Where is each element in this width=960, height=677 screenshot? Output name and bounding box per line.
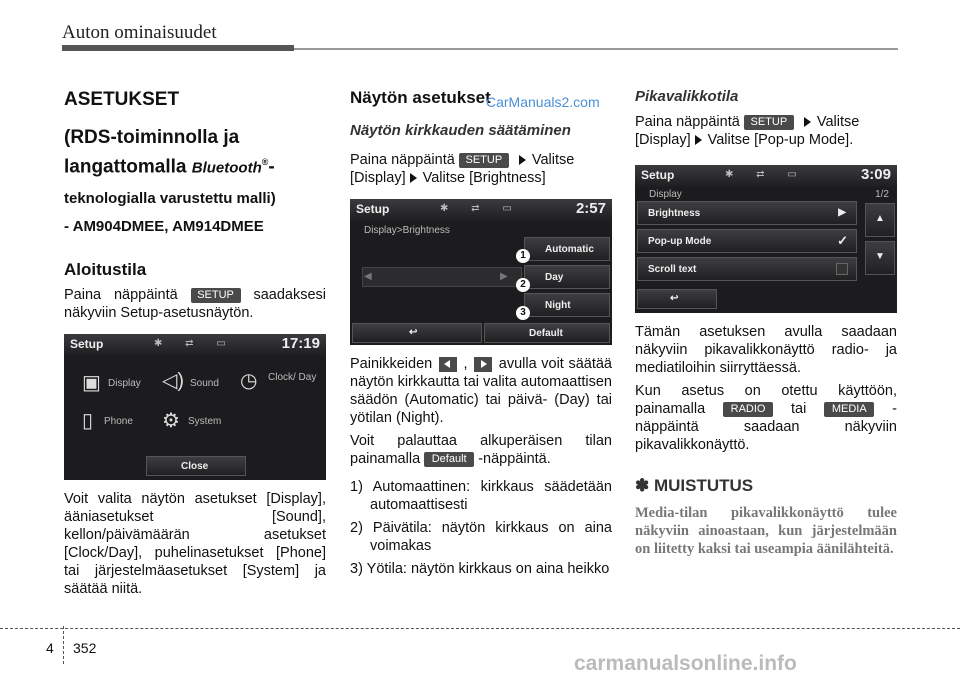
- menu-system: System: [188, 416, 222, 428]
- subtitle-line3: teknologialla varustettu malli): [64, 190, 276, 208]
- screen-time: 3:09: [860, 166, 891, 183]
- arrow-right-icon: [410, 173, 417, 183]
- popup-desc: Tämän asetuksen avulla saadaan näkyviin pikavalikkonäyttö radio- ja mediatiloihin siirryttäessä.: [635, 324, 897, 376]
- automatic-button[interactable]: Automatic: [524, 237, 610, 261]
- popup-usage: Kun asetus on otettu käyttöön, painamalla RADIO tai MEDIA -näppäintä saadaan näkyviin pikavalikkonäyttö.: [635, 383, 897, 453]
- column-3: [635, 86, 897, 558]
- popup-heading: Pikavalikkotila: [635, 88, 739, 105]
- display-settings-heading: Näytön asetukset: [350, 88, 491, 107]
- phone-icon: ▯: [82, 410, 94, 433]
- list-item: 2) Päivätila: näytön kirkkaus on aina voimakas: [350, 520, 612, 554]
- brightness-text: Painikkeiden , avulla voit säätää näytön kirkkautta tai valita automaattisen säädön (Automatic) tai päivä- (Day) tai yötilan (Night).: [350, 356, 613, 426]
- menu-phone: Phone: [104, 416, 133, 428]
- aloitustila-heading: Aloitustila: [64, 260, 147, 280]
- setup-screen-image: [64, 334, 326, 480]
- status-icons: ✱ ⇄ ▭: [154, 338, 236, 350]
- back-icon: ↩: [670, 293, 679, 304]
- arrow-right-icon: [695, 135, 702, 145]
- subtitle-line1: (RDS-toiminnolla ja: [64, 127, 240, 148]
- menu-display: Display: [108, 378, 141, 390]
- scroll-text-item[interactable]: Scroll text: [637, 257, 857, 281]
- scroll-down-button[interactable]: [865, 241, 895, 275]
- screen-title: Setup: [356, 202, 390, 216]
- increase-icon[interactable]: ▶: [500, 271, 508, 282]
- default-button[interactable]: Default: [484, 323, 610, 343]
- callout-3: 3: [516, 306, 530, 320]
- menu-clock: Clock/ Day: [268, 372, 317, 384]
- screen-sub: Display: [649, 189, 682, 200]
- night-button[interactable]: Night: [524, 293, 610, 317]
- column-2: [350, 86, 612, 583]
- checkbox-icon: [836, 263, 848, 275]
- sound-icon: ◁): [162, 370, 185, 393]
- system-icon: ⚙: [162, 410, 180, 433]
- default-key: Default: [424, 452, 474, 467]
- section-title: ASETUKSET: [64, 89, 180, 110]
- radio-key: RADIO: [723, 402, 773, 417]
- display-icon: ▣: [82, 372, 101, 395]
- arrow-right-icon: [519, 155, 526, 165]
- screen-title: Setup: [641, 168, 675, 182]
- popup-screen-image: [635, 165, 897, 313]
- running-title: Auton ominaisuudet: [62, 22, 217, 43]
- chevron-down-icon: ▼: [875, 251, 885, 262]
- mode-list: [350, 478, 612, 578]
- menu-sound: Sound: [190, 378, 219, 390]
- col1-body-text: Voit valita näytön asetukset [Display], ääniasetukset [Sound], kellon/päivämäärän asetukset [Clock/Day], puhelinasetukset [Phone] tai järjestelmäasetukset [System] ja säätää niitä.: [64, 491, 326, 598]
- setup-key: SETUP: [191, 288, 241, 303]
- setup-key: SETUP: [459, 153, 509, 168]
- brightness-instruction: Paina näppäintä SETUP Valitse [Display] Valitse [Brightness]: [350, 152, 575, 186]
- status-icons: ✱ ⇄ ▭: [440, 203, 522, 214]
- memo-heading: ✽ MUISTUTUS: [635, 476, 754, 495]
- screen-time: 17:19: [281, 335, 320, 353]
- popup-instruction: Paina näppäintä SETUP Valitse [Display] Valitse [Pop-up Mode].: [635, 114, 860, 148]
- right-key-icon: [474, 357, 492, 372]
- checkmark-icon: ✓: [837, 233, 848, 248]
- watermark: CarManuals2.com: [486, 94, 600, 110]
- day-button[interactable]: Day: [524, 265, 610, 289]
- setup-key: SETUP: [744, 115, 794, 130]
- list-item: 3) Yötila: näytön kirkkaus on aina heikko: [350, 561, 610, 577]
- footer-watermark: carmanualsonline.info: [574, 652, 797, 675]
- header-rule-dark: [62, 45, 294, 51]
- footer-rule: [0, 628, 960, 629]
- footer-divider: [63, 626, 64, 664]
- subtitle-line2a: langattomalla: [64, 156, 192, 178]
- arrow-right-icon: [804, 117, 811, 127]
- screen-title: Setup: [70, 337, 104, 352]
- brightness-subheading: Näytön kirkkauden säätäminen: [350, 122, 571, 139]
- back-button[interactable]: [352, 323, 482, 343]
- brightness-screen-image: [350, 199, 612, 345]
- page-number: 352: [73, 640, 97, 656]
- media-key: MEDIA: [824, 402, 874, 417]
- default-text: Voit palauttaa alkuperäisen tilan painamalla Default -näppäintä.: [350, 433, 612, 467]
- popup-mode-item[interactable]: Pop-up Mode ✓: [637, 229, 857, 253]
- chapter-number: 4: [46, 640, 54, 656]
- back-button[interactable]: [637, 289, 717, 309]
- screen-page: 1/2: [875, 189, 889, 200]
- screen-time: 2:57: [575, 200, 606, 217]
- section-subtitle: [64, 126, 326, 180]
- subtitle-reg: ®: [261, 157, 269, 167]
- close-button[interactable]: Close: [146, 456, 246, 476]
- brightness-item[interactable]: Brightness ▶: [637, 201, 857, 225]
- model-codes: - AM904DMEE, AM914DMEE: [64, 218, 264, 236]
- chevron-right-icon: ▶: [838, 207, 846, 218]
- chevron-up-icon: ▲: [875, 213, 885, 224]
- brightness-slider[interactable]: [362, 267, 522, 287]
- callout-2: 2: [516, 278, 530, 292]
- memo-text: Media-tilan pikavalikkonäyttö tulee näkyviin ainoastaan, kun järjestelmään on liitetty kaksi tai useampia äänilähteitä.: [635, 505, 897, 557]
- scroll-up-button[interactable]: [865, 203, 895, 237]
- clock-icon: ◷: [240, 370, 258, 393]
- callout-1: 1: [516, 249, 530, 263]
- header-rule-light: [294, 48, 898, 50]
- decrease-icon[interactable]: ◀: [364, 271, 372, 282]
- column-1: [64, 86, 326, 603]
- screen-path: Display>Brightness: [364, 225, 450, 236]
- left-key-icon: [439, 357, 457, 372]
- subtitle-line2c: -: [268, 156, 275, 178]
- back-icon: ↩: [409, 327, 418, 338]
- intro-text: Paina näppäintä SETUP saadaksesi näkyviin Setup-asetusnäytön.: [64, 287, 326, 322]
- status-icons: ✱ ⇄ ▭: [725, 169, 807, 180]
- list-item: 1) Automaattinen: kirkkaus säädetään automaattisesti: [350, 479, 612, 513]
- subtitle-bluetooth: Bluetooth: [191, 159, 262, 177]
